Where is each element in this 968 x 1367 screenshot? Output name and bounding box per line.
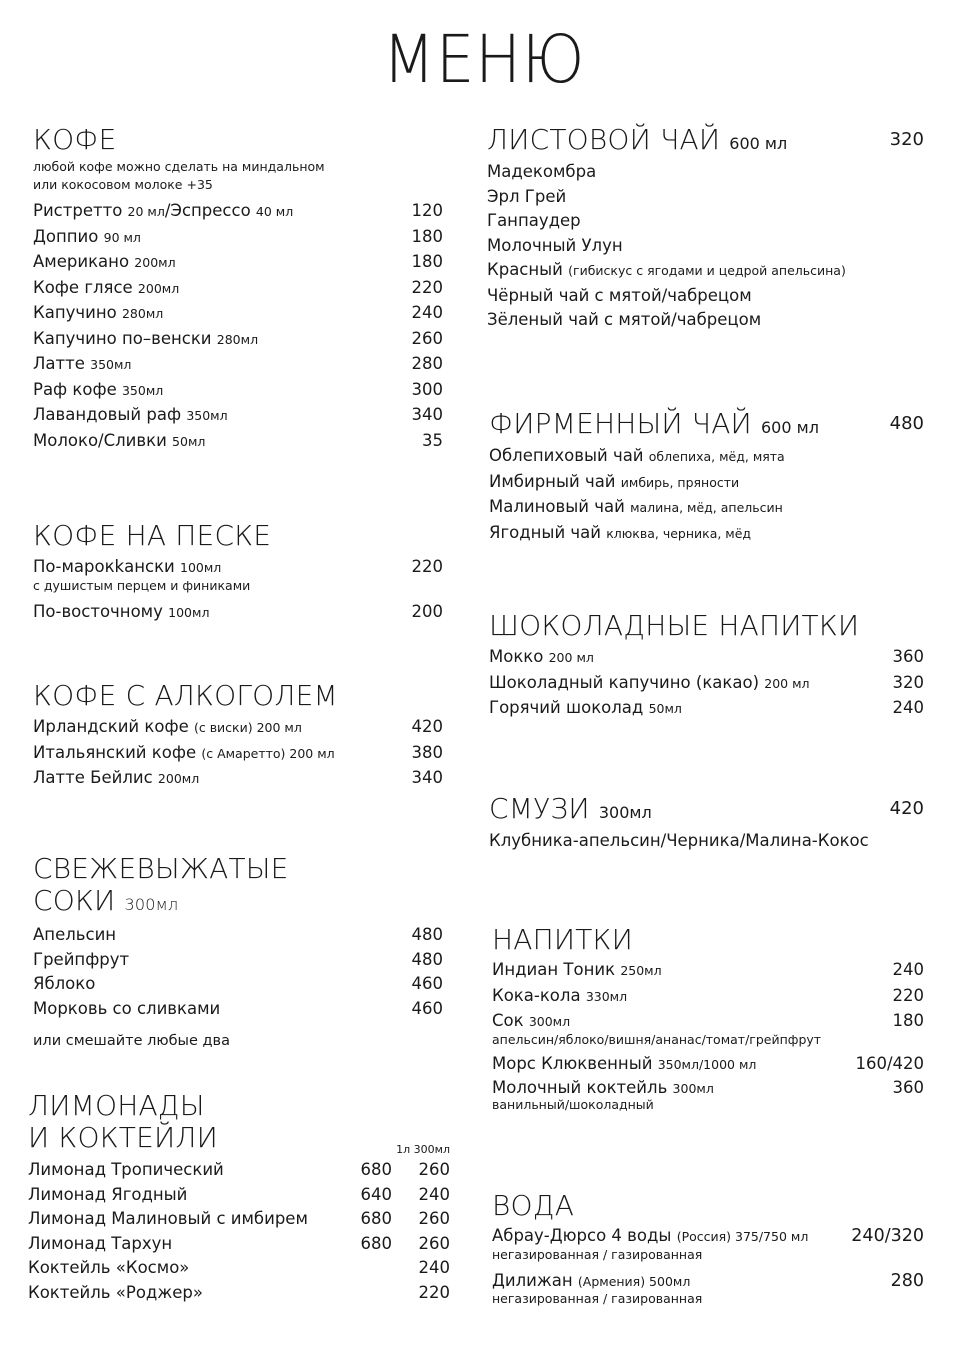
menu-item: Эрл Грей <box>487 186 567 206</box>
menu-item: Латте Бейлис 200мл 340 <box>33 766 443 792</box>
section-note: любой кофе можно сделать на миндальном <box>33 159 325 174</box>
item-price: 220 <box>411 557 443 576</box>
item-price: 260 <box>418 1209 450 1228</box>
menu-item: Американо 200мл 180 <box>33 250 443 276</box>
item-price: 460 <box>411 974 443 993</box>
menu-item: Красный (гибискус с ягодами и цедрой апельсина) <box>487 260 846 279</box>
menu-item: Грейпфрут 480 <box>33 948 443 973</box>
menu-item: Ганпаудер <box>487 211 581 230</box>
section-heading: НАПИТКИ <box>492 923 633 956</box>
menu-item: Мадекомбра <box>487 162 597 181</box>
section-coffee <box>33 124 443 454</box>
menu-item: Облепиховый чай облепиха, мёд, мята <box>489 446 785 465</box>
menu-item: Морковь со сливками 460 <box>33 997 443 1022</box>
section-heading: СМУЗИ 300мл 420 <box>489 792 924 825</box>
page-title: МЕНЮ <box>382 21 586 98</box>
item-price: 240 <box>892 698 924 717</box>
item-price: 260 <box>418 1160 450 1179</box>
item-description: ванильный/шоколадный <box>492 1097 654 1112</box>
item-price: 220 <box>418 1282 450 1302</box>
section-heading: ШОКОЛАДНЫЕ НАПИТКИ <box>489 609 860 642</box>
menu-item: Ирландский кофе (с виски) 200 мл 420 <box>33 715 443 741</box>
section-note: или кокосовом молоке +35 <box>33 177 213 192</box>
section-smoothie <box>489 793 924 854</box>
menu-item: Кофе глясе 200мл 220 <box>33 276 443 302</box>
menu-item: Ягодный чай клюква, черника, мёд <box>489 522 752 542</box>
item-price: 200 <box>411 601 443 621</box>
section-water <box>492 1190 924 1309</box>
item-description: апельсин/яблоко/вишня/ананас/томат/грейпфрут <box>492 1031 822 1047</box>
section-heading: ФИРМЕННЫЙ ЧАЙ 600 мл 480 <box>489 407 924 440</box>
item-price: 260 <box>418 1233 450 1253</box>
section-heading: ЛИМОНАДЫ <box>28 1089 205 1122</box>
menu-item: Имбирный чай имбирь, пряности <box>489 471 740 491</box>
menu-item: Клубника-апельсин/Черника/Малина-Кокос <box>489 831 869 850</box>
menu-item: Лавандовый раф 350мл 340 <box>33 403 443 429</box>
item-price: 420 <box>889 798 924 819</box>
item-price: 220 <box>411 277 443 297</box>
menu-item: Лимонад Тропический 680 260 <box>28 1158 450 1183</box>
menu-item: Дилижан (Армения) 500мл 280 <box>492 1269 924 1295</box>
menu-item: Латте 350мл 280 <box>33 352 443 378</box>
menu-item: Итальянский кофе (с Амаретто) 200 мл 380 <box>33 741 443 767</box>
item-price: 420 <box>411 717 443 736</box>
item-price: 360 <box>892 1078 924 1097</box>
item-price: 240 <box>411 303 443 322</box>
item-price: 280 <box>411 354 443 373</box>
section-heading: КОФЕ <box>33 123 117 156</box>
item-price: 180 <box>411 252 443 271</box>
item-price: 220 <box>892 985 924 1005</box>
item-price: 480 <box>411 949 443 969</box>
menu-item: Яблоко 460 <box>33 972 443 997</box>
item-price: 240 <box>892 960 924 979</box>
item-price: 680 <box>360 1160 392 1179</box>
item-description: с душистым перцем и финиками <box>33 577 251 593</box>
item-price: 460 <box>411 998 443 1018</box>
menu-item: Молочный Улун <box>487 235 623 255</box>
section-heading: КОФЕ НА ПЕСКЕ <box>33 519 272 552</box>
menu-item: Капучино 280мл 240 <box>33 301 443 327</box>
item-price: 240 <box>418 1184 450 1204</box>
item-price: 320 <box>889 129 924 150</box>
item-description: негазированная / газированная <box>492 1291 703 1306</box>
section-note: или смешайте любые два <box>33 1033 230 1049</box>
menu-item: Лимонад Тархун 680 260 <box>28 1232 450 1257</box>
item-price: 480 <box>889 413 924 434</box>
menu-item: Лимонад Ягодный 640 240 <box>28 1183 450 1208</box>
item-price: 360 <box>892 647 924 666</box>
menu-item: Индиан Тоник 250мл 240 <box>492 958 924 984</box>
menu-item: Морс Клюквенный 350мл/1000 мл 160/420 <box>492 1052 924 1078</box>
section-signature-tea <box>489 408 924 546</box>
section-heading: ЛИСТОВОЙ ЧАЙ 600 мл 320 <box>487 123 924 156</box>
section-leaf-tea <box>487 124 924 333</box>
section-drinks <box>492 924 924 1115</box>
menu-item: Раф кофе 350мл 300 <box>33 378 443 404</box>
item-price: 260 <box>411 328 443 348</box>
section-heading: И КОКТЕЙЛИ <box>28 1121 218 1154</box>
menu-item: Капучино по–венски 280мл 260 <box>33 327 443 353</box>
menu-item: Коктейль «Роджер» 220 <box>28 1281 450 1306</box>
section-alcohol-coffee <box>33 680 443 792</box>
item-price: 160/420 <box>855 1053 924 1073</box>
menu-item: Шоколадный капучино (какао) 200 мл 320 <box>489 671 924 697</box>
menu-item: Малиновый чай малина, мёд, апельсин <box>489 497 783 516</box>
section-heading: СВЕЖЕВЫЖАТЫЕ <box>33 852 289 885</box>
volume-header: 1л 300мл <box>396 1143 450 1156</box>
section-chocolate-drinks <box>489 610 924 722</box>
menu-item: Зёленый чай с мятой/чабрецом <box>487 310 762 329</box>
menu-item: Абрау-Дюрсо 4 воды (Россия) 375/750 мл 240/320 <box>492 1224 924 1250</box>
item-price: 340 <box>411 768 443 787</box>
menu-item: Коктейль «Космо» 240 <box>28 1256 450 1281</box>
menu-item: Сок 300мл 180 <box>492 1009 924 1035</box>
item-price: 320 <box>892 672 924 692</box>
item-price: 680 <box>360 1233 392 1253</box>
menu-item: Мокко 200 мл 360 <box>489 645 924 671</box>
menu-item: Кока-кола 330мл 220 <box>492 984 924 1010</box>
menu-item: Апельсин 480 <box>33 923 443 948</box>
item-price: 120 <box>411 201 443 220</box>
item-price: 640 <box>360 1184 392 1204</box>
menu-item: Лимонад Малиновый с имбирем 680 260 <box>28 1207 450 1232</box>
section-lemonades <box>28 1090 450 1305</box>
menu-item: Ристретто 20 мл/Эспрессо 40 мл 120 <box>33 199 443 225</box>
menu-item: Горячий шоколад 50мл 240 <box>489 696 924 722</box>
menu-item: По-марокkански 100мл 220 <box>33 555 443 581</box>
item-price: 340 <box>411 405 443 424</box>
item-description: негазированная / газированная <box>492 1246 703 1262</box>
item-price: 680 <box>360 1209 392 1228</box>
menu-item: Чёрный чай с мятой/чабрецом <box>487 285 752 305</box>
section-heading: ВОДА <box>492 1189 575 1222</box>
section-fresh-juices <box>33 853 443 1051</box>
item-price: 180 <box>892 1011 924 1030</box>
section-heading: СОКИ 300мл <box>33 884 179 917</box>
item-price: 380 <box>411 742 443 762</box>
section-heading: КОФЕ С АЛКОГОЛЕМ <box>33 679 338 712</box>
item-price: 240/320 <box>851 1226 924 1246</box>
item-price: 180 <box>411 226 443 246</box>
menu-item: Молоко/Сливки 50мл 35 <box>33 429 443 455</box>
menu-item: Доппио 90 мл 180 <box>33 225 443 251</box>
item-price: 240 <box>418 1258 450 1277</box>
menu-item: Молочный коктейль 300мл 360 <box>492 1078 924 1097</box>
item-price: 280 <box>890 1270 924 1291</box>
section-sand-coffee <box>33 520 443 625</box>
item-price: 300 <box>411 379 443 399</box>
item-price: 35 <box>422 430 443 450</box>
item-price: 480 <box>411 925 443 944</box>
menu-item: По-восточному 100мл 200 <box>33 600 443 626</box>
